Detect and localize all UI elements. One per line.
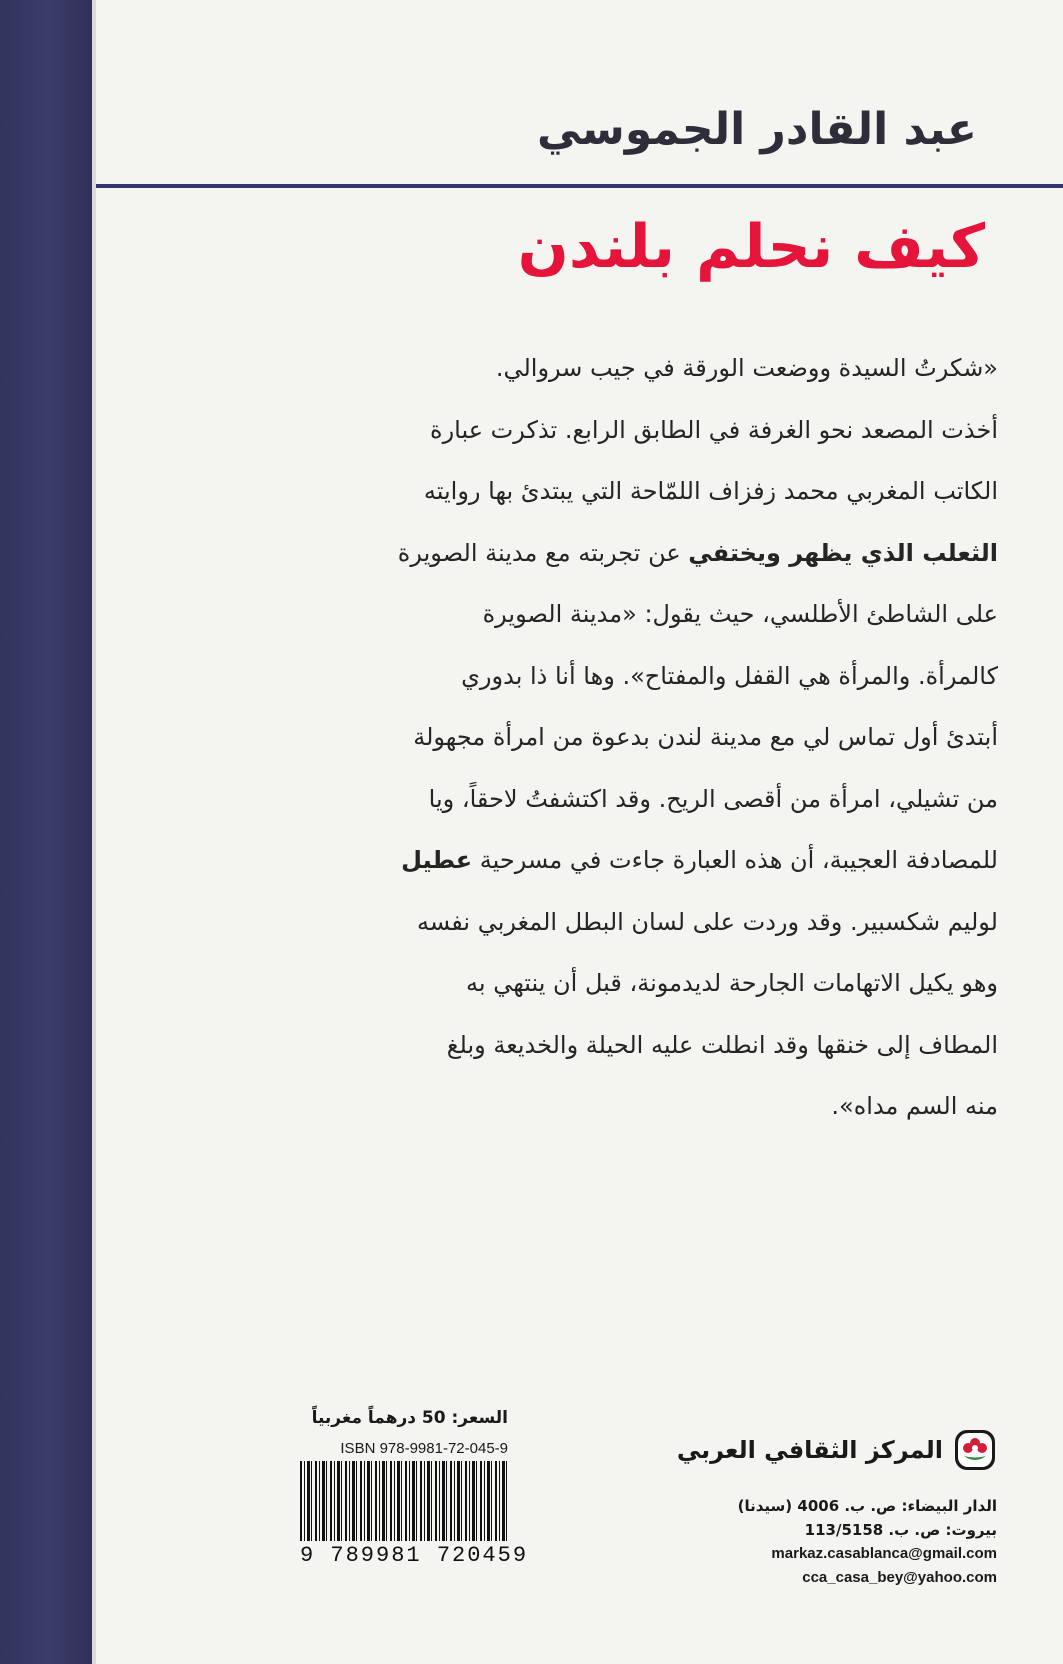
- publisher-email-2[interactable]: cca_casa_bey@yahoo.com: [802, 1569, 997, 1586]
- back-cover-blurb: [300, 338, 998, 1138]
- address-beirut: بيروت: ص. ب. 113/5158: [804, 1521, 997, 1539]
- blurb-text: «شكرتُ السيدة ووضعت الورقة في جيب سروالي.: [495, 354, 998, 382]
- price-and-barcode: [300, 1408, 529, 1568]
- blurb-line: [300, 1015, 998, 1077]
- barcode-digits: 9 789981 720459: [300, 1543, 529, 1568]
- blurb-text: للمصادفة العجيبة، أن هذه العبارة جاءت في مسرحية: [472, 846, 998, 874]
- publisher-block: [667, 1428, 997, 1590]
- blurb-line: [300, 584, 998, 646]
- blurb-text: الكاتب المغربي محمد زفزاف اللمّاحة التي يبتدئ بها روايته: [423, 477, 998, 505]
- blurb-text: كالمرأة. والمرأة هي القفل والمفتاح». وها أنا ذا بدوري: [461, 661, 998, 690]
- book-spine-band: [0, 0, 92, 1664]
- price-label: السعر: 50 درهماً مغربياً: [311, 1408, 508, 1428]
- blurb-line: [300, 646, 998, 708]
- blurb-bold-title: الثعلب الذي يظهر ويختفي: [688, 538, 998, 567]
- publisher-header: [667, 1428, 997, 1472]
- blurb-text: على الشاطئ الأطلسي، حيث يقول: «مدينة الصويرة: [482, 600, 998, 628]
- blurb-line: [300, 338, 998, 400]
- blurb-line: [300, 953, 998, 1015]
- blurb-text: المطاف إلى خنقها وقد انطلت عليه الحيلة والخديعة وبلغ: [446, 1030, 998, 1059]
- blurb-text: منه السم مداه».: [831, 1092, 998, 1120]
- author-name: عبد القادر الجموسي: [537, 104, 977, 155]
- isbn-label: ISBN 978-9981-72-045-9: [340, 1440, 508, 1457]
- spine-edge: [92, 0, 96, 1664]
- blurb-line: [300, 830, 998, 892]
- blurb-text: لوليم شكسبير. وقد وردت على لسان البطل المغربي نفسه: [417, 907, 998, 936]
- blurb-line: [300, 461, 998, 523]
- publisher-name: المركز الثقافي العربي: [676, 1436, 943, 1464]
- blurb-bold-title: عطيل: [401, 846, 473, 874]
- blurb-line: [300, 400, 998, 462]
- barcode: [300, 1461, 508, 1541]
- address-casablanca: الدار البيضاء: ص. ب. 4006 (سيدنا): [737, 1497, 997, 1515]
- blurb-text: من تشيلي، امرأة من أقصى الريح. وقد اكتشفتُ لاحقاً، ويا: [428, 784, 998, 813]
- blurb-line: [300, 707, 998, 769]
- publisher-logo-icon: [953, 1428, 997, 1472]
- blurb-text: أخذت المصعد نحو الغرفة في الطابق الرابع. تذكرت عبارة: [430, 415, 998, 444]
- blurb-line: [300, 1076, 998, 1138]
- header-rule: [96, 184, 1063, 188]
- blurb-line: [300, 769, 998, 831]
- blurb-text: وهو يكيل الاتهامات الجارحة لديدمونة، قبل أن ينتهي به: [466, 969, 998, 997]
- book-title: كيف نحلم بلندن: [517, 212, 985, 282]
- blurb-text: عن تجربته مع مدينة الصويرة: [397, 538, 689, 567]
- blurb-line: [300, 523, 998, 585]
- blurb-text: أبتدئ أول تماس لي مع مدينة لندن بدعوة من امرأة مجهولة: [413, 723, 998, 751]
- blurb-line: [300, 892, 998, 954]
- publisher-email-1[interactable]: markaz.casablanca@gmail.com: [771, 1545, 997, 1562]
- publisher-address: [667, 1494, 997, 1590]
